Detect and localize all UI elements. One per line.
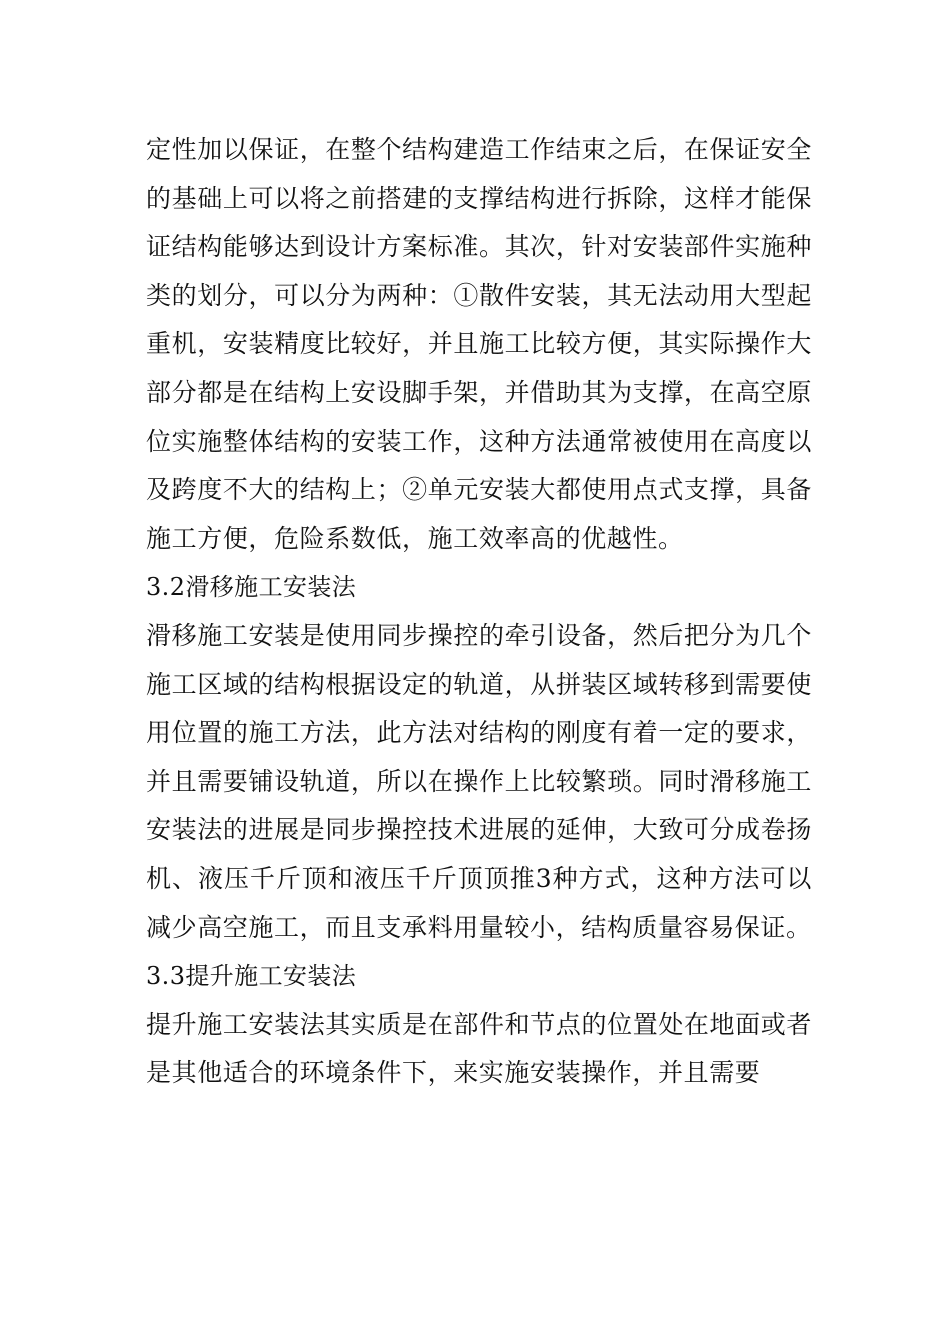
document-body	[146, 126, 812, 1098]
body-paragraph-1: 定性加以保证，在整个结构建造工作结束之后，在保证安全的基础上可以将之前搭建的支撑结构进行拆除，这样才能保证结构能够达到设计方案标准。其次，针对安装部件实施种类的划分，可以分为两种：①散件安装，其无法动用大型起重机，安装精度比较好，并且施工比较方便，其实际操作大部分都是在结构上安设脚手架，并借助其为支撑，在高空原位实施整体结构的安装工作，这种方法通常被使用在高度以及跨度不大的结构上；②单元安装大都使用点式支撑，具备施工方便，危险系数低，施工效率高的优越性。	[146, 135, 812, 553]
section-heading-3-3: 3.3提升施工安装法	[146, 962, 357, 991]
section-heading-3-2: 3.2滑移施工安装法	[146, 573, 357, 602]
body-paragraph-3: 提升施工安装法其实质是在部件和节点的位置处在地面或者是其他适合的环境条件下，来实施安装操作，并且需要	[146, 1009, 812, 1088]
body-paragraph-2: 滑移施工安装是使用同步操控的牵引设备，然后把分为几个施工区域的结构根据设定的轨道，从拼装区域转移到需要使用位置的施工方法，此方法对结构的刚度有着一定的要求，并且需要铺设轨道，所以在操作上比较繁琐。同时滑移施工安装法的进展是同步操控技术进展的延伸，大致可分成卷扬机、液压千斤顶和液压千斤顶顶推3种方式，这种方法可以减少高空施工，而且支承料用量较小，结构质量容易保证。	[146, 620, 812, 942]
